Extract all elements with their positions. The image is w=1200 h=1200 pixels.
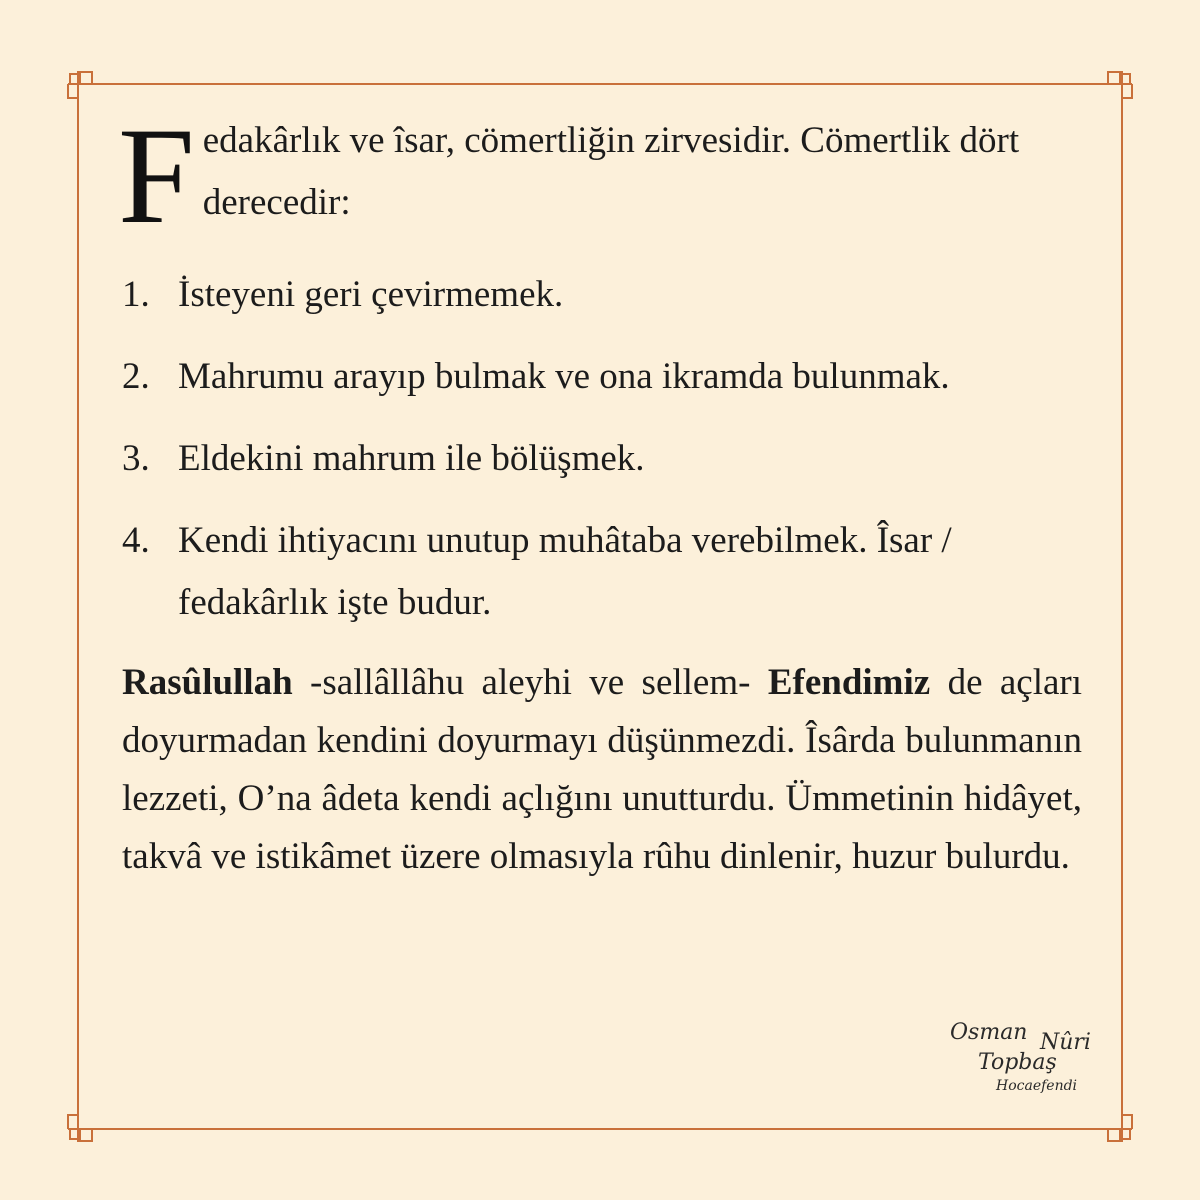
list-number: 3. [122, 438, 150, 479]
paragraph-rest: de açları doyurmadan kendini doyurmayı düşünmezdi. Îsârda bulunmanın lezzeti, O’na âdeta kendi açlığını unutturdu. Ümmetinin hidâyet, takvâ ve istikâmet üzere olmasıyla rûhu dinlenir, huzur bulurdu. [122, 662, 1082, 877]
closing-paragraph [122, 654, 1082, 886]
signature-middle: Nûri [1040, 1030, 1091, 1055]
list-item [122, 264, 1082, 326]
bold-term-efendimiz: Efendimiz [767, 662, 931, 703]
list-number: 2. [122, 356, 150, 397]
list-number: 4. [122, 520, 150, 561]
intro-paragraph [118, 99, 1082, 252]
list-text: Eldekini mahrum ile bölüşmek. [178, 438, 645, 479]
bold-term-rasulullah: Rasûlullah [122, 662, 293, 703]
drop-cap: F [118, 99, 195, 252]
article-body [118, 99, 1082, 886]
list-text: Kendi ihtiyacını unutup muhâtaba verebilmek. Îsar / fedakârlık işte budur. [178, 520, 952, 623]
author-signature [950, 1020, 1100, 1110]
list-item [122, 428, 1082, 490]
generosity-levels-list [122, 264, 1082, 634]
signature-last: Topbaş [978, 1050, 1057, 1075]
list-item [122, 510, 1082, 634]
signature-first: Osman [950, 1020, 1028, 1045]
list-number: 1. [122, 274, 150, 315]
signature-title: Hocaefendi [996, 1078, 1078, 1094]
list-text: İsteyeni geri çevirmemek. [178, 274, 564, 315]
intro-text: edakârlık ve îsar, cömertliğin zirvesidir. Cömertlik dört derecedir: [202, 120, 1020, 223]
paragraph-honorific: -sallâllâhu aleyhi ve sellem- [292, 662, 768, 703]
list-text: Mahrumu arayıp bulmak ve ona ikramda bulunmak. [178, 356, 950, 397]
list-item [122, 346, 1082, 408]
